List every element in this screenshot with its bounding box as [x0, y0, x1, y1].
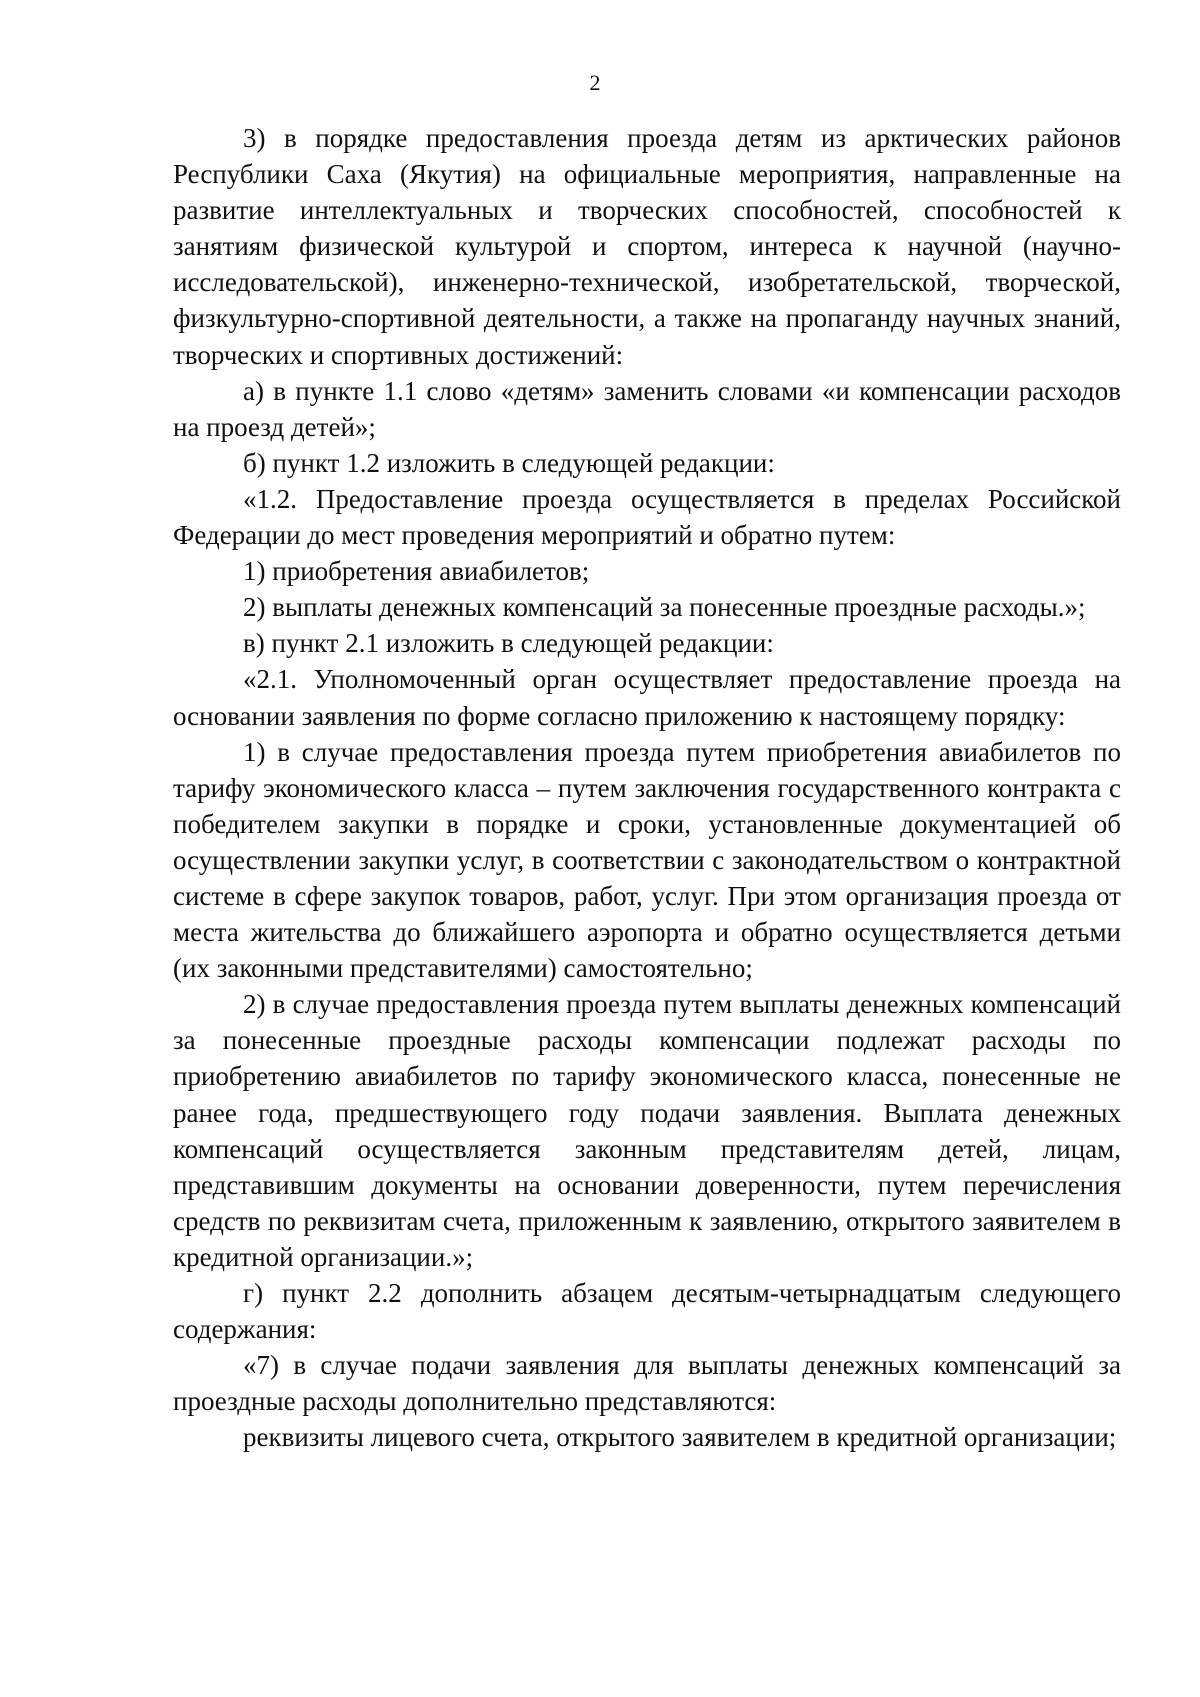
page-number: 2 — [589, 70, 601, 95]
paragraph-clause-2-1-point-2: 2) в случае предоставления проезда путем выплаты денежных компенсаций за понесенные проездные расходы компенсации подлежат расходы по приобретению авиабилетов по тарифу экономического класса, понесенные не ранее года, предшествующего году подачи заявления. Выплата денежных компенсаций осуществляется законным представителям детей, лицам, представившим документы на основании доверенности, путем перечисления средств по реквизитам счета, приложенным к заявлению, открытого заявителем в кредитной организации.»; — [173, 989, 1121, 1272]
paragraph-clause-1-2-point-1: 1) приобретения авиабилетов; — [243, 556, 590, 587]
paragraph-subitem-v: в) пункт 2.1 изложить в следующей редакции: — [243, 628, 774, 659]
document-body — [173, 120, 1121, 1455]
paragraph-clause-1-2-point-2: 2) выплаты денежных компенсаций за понесенные проездные расходы.»; — [243, 592, 1086, 623]
paragraph-clause-1-2: «1.2. Предоставление проезда осуществляется в пределах Российской Федерации до мест проведения мероприятий и обратно путем: — [173, 483, 1121, 551]
paragraph-subitem-g: г) пункт 2.2 дополнить абзацем десятым-четырнадцатым следующего содержания: — [173, 1278, 1121, 1345]
paragraph-subitem-b: б) пункт 1.2 изложить в следующей редакции: — [243, 447, 775, 478]
paragraph-point-7: «7) в случае подачи заявления для выплаты денежных компенсаций за проездные расходы дополнительно представляются: — [173, 1350, 1121, 1417]
paragraph-clause-2-1-point-1: 1) в случае предоставления проезда путем приобретения авиабилетов по тарифу экономического класса – путем заключения государственного контракта с победителем закупки в порядке и сроки, установленные документацией об осуществлении закупки услуг, в соответствии с законодательством о контрактной системе в сфере закупок товаров, работ, услуг. При этом организация проезда от места жительства до ближайшего аэропорта и обратно осуществляется детьми (их законными представителями) самостоятельно; — [173, 736, 1121, 984]
paragraph-clause-2-1: «2.1. Уполномоченный орган осуществляет предоставление проезда на основании заявления по форме согласно приложению к настоящему порядку: — [173, 664, 1121, 731]
paragraph-account-details: реквизиты лицевого счета, открытого заявителем в кредитной организации; — [243, 1422, 1117, 1453]
paragraph-item-3: 3) в порядке предоставления проезда детям из арктических районов Республики Саха (Якутия) на официальные мероприятия, направленные на развитие интеллектуальных и творческих способностей, способностей к занятиям физической культурой и спортом, интереса к научной (научно-исследовательской), инженерно-технической, изобретательской, творческой, физкультурно-спортивной деятельности, а также на пропаганду научных знаний, творческих и спортивных достижений: — [173, 123, 1121, 370]
paragraph-subitem-a: а) в пункте 1.1 слово «детям» заменить словами «и компенсации расходов на проезд детей»; — [173, 375, 1121, 442]
